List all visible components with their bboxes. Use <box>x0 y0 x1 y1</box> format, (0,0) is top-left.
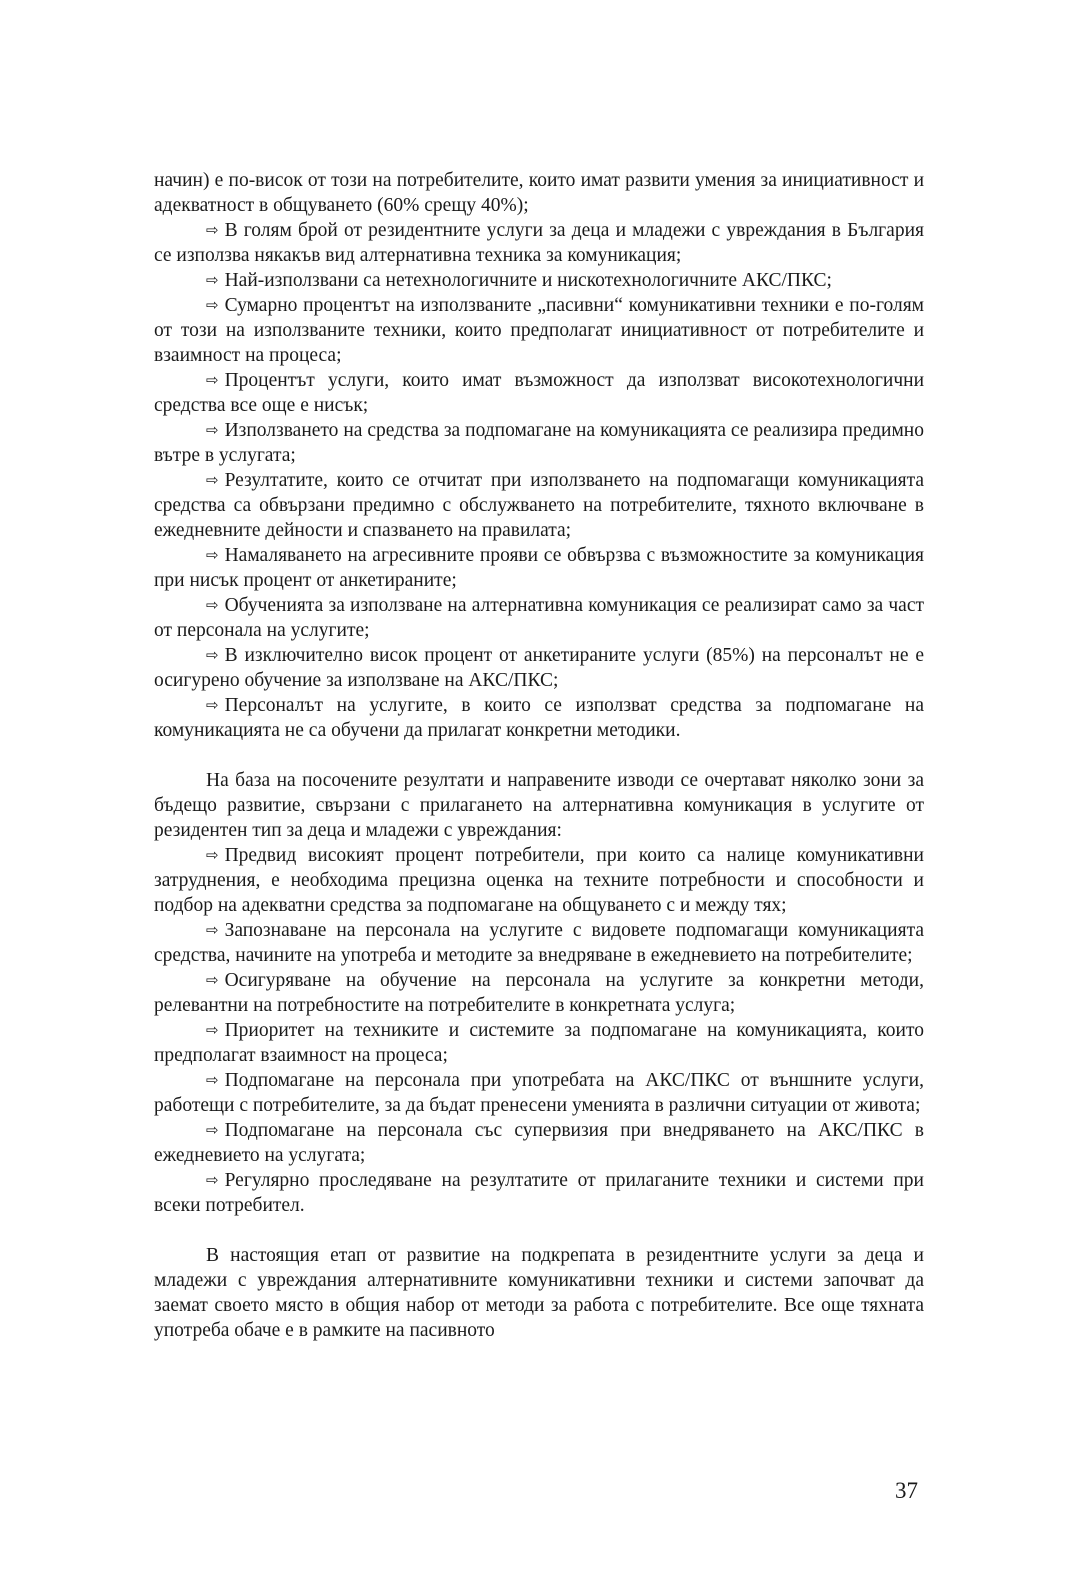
list-item <box>154 693 924 743</box>
list-item-text: Персоналът на услугите, в които се използват средства за подпомагане на комуникацията не са обучени да прилагат конкретни методики. <box>154 695 924 741</box>
document-body <box>154 168 924 1343</box>
list-item-text: Резултатите, които се отчитат при използването на подпомагащи комуникацията средства са обвързани предимно с обслужването на потребителите, тяхното включване в ежедневните дейности и спазването на правилата; <box>154 470 924 541</box>
closing-paragraph: В настоящия етап от развитие на подкрепата в резидентните услуги за деца и младежи с увреждания алтернативните комуникативни техники и системи започват да заемат своето място в общия набор от методи за работа с потребителите. Все още тяхната употреба обаче е в рамките на пасивното <box>154 1245 924 1341</box>
list-item <box>154 418 924 468</box>
arrow-icon: ⇨ <box>206 846 219 864</box>
list-item <box>154 1018 924 1068</box>
list-item <box>154 918 924 968</box>
list-item-text: Регулярно проследяване на резултатите от прилаганите техники и системи при всеки потребител. <box>154 1170 924 1216</box>
list-item-text: Подпомагане на персонала при употребата на АКС/ПКС от външните услуги, работещи с потребителите, за да бъдат пренесени уменията в различни ситуации от живота; <box>154 1070 924 1116</box>
list-item <box>154 543 924 593</box>
arrow-icon: ⇨ <box>206 471 219 489</box>
list-item <box>154 1118 924 1168</box>
list-item-text: В изключително висок процент от анкетираните услуги (85%) на персоналът не е осигурено обучение за използване на АКС/ПКС; <box>154 645 924 691</box>
arrow-icon: ⇨ <box>206 696 219 714</box>
list-item <box>154 968 924 1018</box>
arrow-icon: ⇨ <box>206 271 219 289</box>
list-item <box>154 843 924 918</box>
paragraph-spacer <box>154 1218 924 1243</box>
list-item <box>154 293 924 368</box>
list-item-text: Използването на средства за подпомагане на комуникацията се реализира предимно вътре в услугата; <box>154 420 924 466</box>
list-item-text: Приоритет на техниките и системите за подпомагане на комуникацията, които предполагат взаимност на процеса; <box>154 1020 924 1066</box>
arrow-icon: ⇨ <box>206 1021 219 1039</box>
arrow-icon: ⇨ <box>206 1121 219 1139</box>
list-item <box>154 368 924 418</box>
list-item <box>154 468 924 543</box>
list-item-text: Сумарно процентът на използваните „пасивни“ комуникативни техники е по-голям от този на използваните техники, които предполагат инициативност от потребителите и взаимност на процеса; <box>154 295 924 366</box>
list-item-text: Обученията за използване на алтернативна комуникация се реализират само за част от персонала на услугите; <box>154 595 924 641</box>
paragraph-spacer <box>154 743 924 768</box>
arrow-icon: ⇨ <box>206 971 219 989</box>
list-item <box>154 643 924 693</box>
page-number: 37 <box>895 1478 918 1503</box>
list-item-text: Осигуряване на обучение на персонала на услугите за конкретни методи, релевантни на потребностите на потребителите в конкретната услуга; <box>154 970 924 1016</box>
arrow-icon: ⇨ <box>206 371 219 389</box>
arrow-icon: ⇨ <box>206 421 219 439</box>
arrow-icon: ⇨ <box>206 646 219 664</box>
arrow-icon: ⇨ <box>206 1171 219 1189</box>
arrow-icon: ⇨ <box>206 296 219 314</box>
findings-list <box>154 218 924 743</box>
arrow-icon: ⇨ <box>206 596 219 614</box>
continuation-paragraph: начин) е по-висок от този на потребителите, които имат развити умения за инициативност и адекватност в общуването (60% срещу 40%); <box>154 170 924 216</box>
list-item <box>154 593 924 643</box>
list-item <box>154 218 924 268</box>
arrow-icon: ⇨ <box>206 921 219 939</box>
list-item <box>154 1068 924 1118</box>
list-item-text: Най-използвани са нетехнологичните и нискотехнологичните АКС/ПКС; <box>224 270 832 291</box>
list-item <box>154 268 924 293</box>
list-item-text: Процентът услуги, които имат възможност да използват високотехнологични средства все още е нисък; <box>154 370 924 416</box>
arrow-icon: ⇨ <box>206 546 219 564</box>
intro-paragraph: На база на посочените резултати и направените изводи се очертават няколко зони за бъдещо развитие, свързани с прилагането на алтернативна комуникация в услугите от резидентен тип за деца и младежи с увреждания: <box>154 770 924 841</box>
list-item-text: Намаляването на агресивните прояви се обвързва с възможностите за комуникация при нисък процент от анкетираните; <box>154 545 924 591</box>
list-item <box>154 1168 924 1218</box>
list-item-text: Предвид високият процент потребители, при които са налице комуникативни затруднения, е необходима прецизна оценка на техните потребности и способности и подбор на адекватни средства за подпомагане на общуването с и между тях; <box>154 845 924 916</box>
list-item-text: В голям брой от резидентните услуги за деца и младежи с увреждания в България се използва някакъв вид алтернативна техника за комуникация; <box>154 220 924 266</box>
arrow-icon: ⇨ <box>206 221 219 239</box>
list-item-text: Запознаване на персонала на услугите с видовете подпомагащи комуникацията средства, начините на употреба и методите за внедряване в ежедневието на потребителите; <box>154 920 924 966</box>
development-zones-list <box>154 843 924 1218</box>
arrow-icon: ⇨ <box>206 1071 219 1089</box>
list-item-text: Подпомагане на персонала със супервизия при внедряването на АКС/ПКС в ежедневието на услугата; <box>154 1120 924 1166</box>
